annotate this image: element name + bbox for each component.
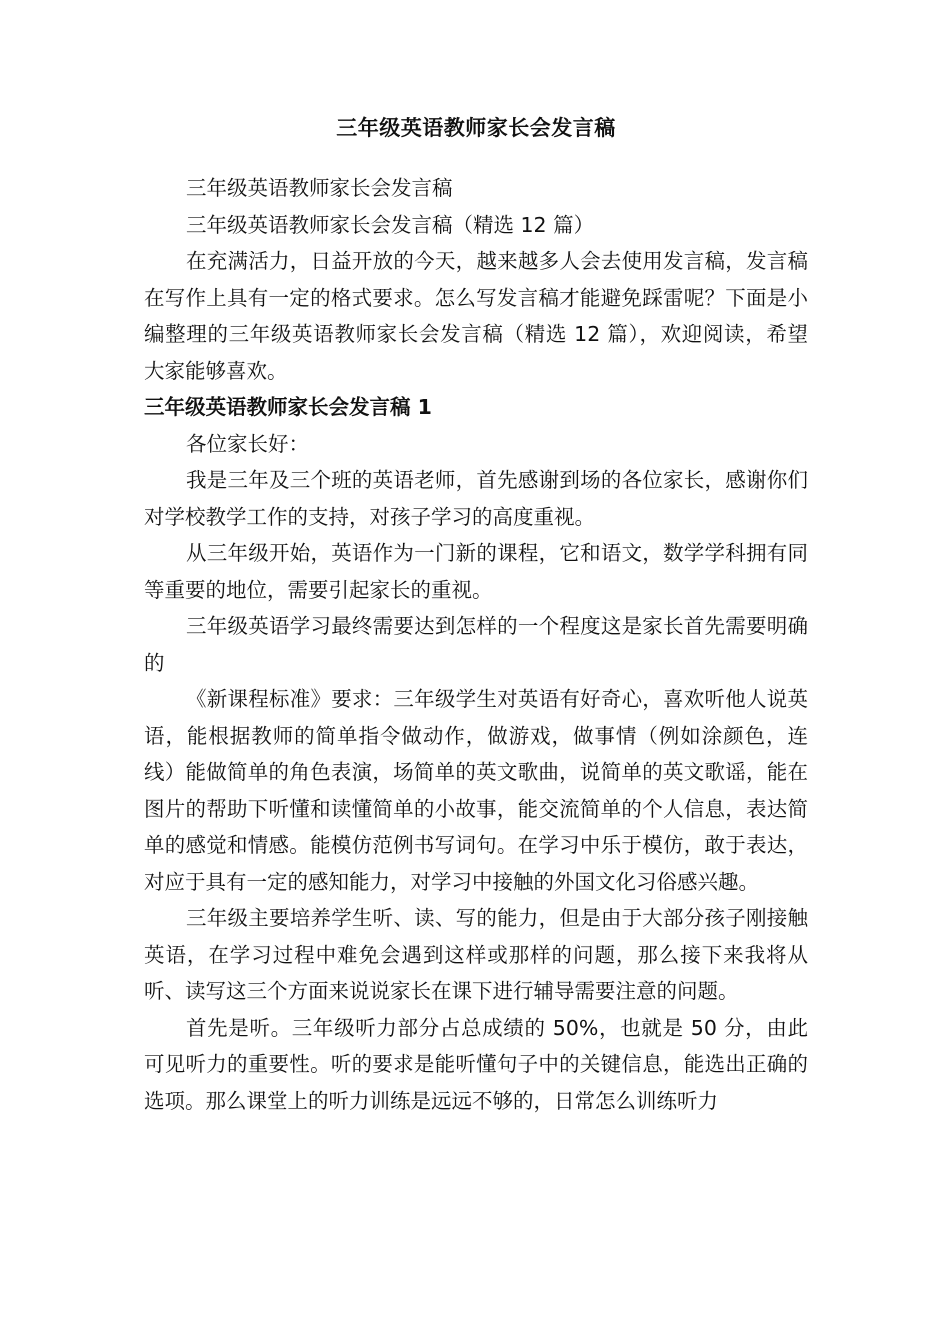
section1-paragraph-1: 各位家长好：: [186, 431, 309, 456]
section1-paragraph-3: 从三年级开始，英语作为一门新的课程，它和语文，数学学科拥有同等重要的地位，需要引起家长的重视。: [144, 541, 808, 602]
section1-paragraph-5: 《新课程标准》要求：三年级学生对英语有好奇心，喜欢听他人说英语，能根据教师的简单指令做动作，做游戏，做事情（例如涂颜色，连线）能做简单的角色表演，场简单的英文歌曲，说简单的英文歌谣，能在图片的帮助下听懂和读懂简单的小故事，能交流简单的个人信息，表达简单的感觉和情感。能模仿范例书写词句。在学习中乐于模仿，敢于表达，对应于具有一定的感知能力，对学习中接触的外国文化习俗感兴趣。: [144, 687, 808, 894]
document-page: [144, 110, 808, 1119]
section1-paragraph-7: 首先是听。三年级听力部分占总成绩的 50%，也就是 50 分，由此可见听力的重要性。听的要求是能听懂句子中的关键信息，能选出正确的选项。那么课堂上的听力训练是远远不够的，日常怎么训练听力: [144, 1015, 808, 1113]
section1-paragraph-6: 三年级主要培养学生听、读、写的能力，但是由于大部分孩子刚接触英语，在学习过程中难免会遇到这样或那样的问题，那么接下来我将从听、读写这三个方面来说说家长在课下进行辅导需要注意的问题。: [144, 906, 808, 1003]
intro-paragraph-2: 三年级英语教师家长会发言稿（精选 12 篇）: [186, 212, 595, 237]
intro-paragraph-3: 在充满活力，日益开放的今天，越来越多人会去使用发言稿，发言稿在写作上具有一定的格式要求。怎么写发言稿才能避免踩雷呢？下面是小编整理的三年级英语教师家长会发言稿（精选 12 篇），欢迎阅读，希望大家能够喜欢。: [144, 249, 808, 383]
section1-paragraph-4: 三年级英语学习最终需要达到怎样的一个程度这是家长首先需要明确的: [144, 614, 808, 675]
intro-paragraph-1: 三年级英语教师家长会发言稿: [186, 176, 453, 200]
document-title: 三年级英语教师家长会发言稿: [336, 116, 616, 140]
section1-paragraph-2: 我是三年及三个班的英语老师，首先感谢到场的各位家长，感谢你们对学校教学工作的支持，对孩子学习的高度重视。: [144, 468, 808, 529]
section-heading-1: 三年级英语教师家长会发言稿 1: [144, 395, 432, 419]
